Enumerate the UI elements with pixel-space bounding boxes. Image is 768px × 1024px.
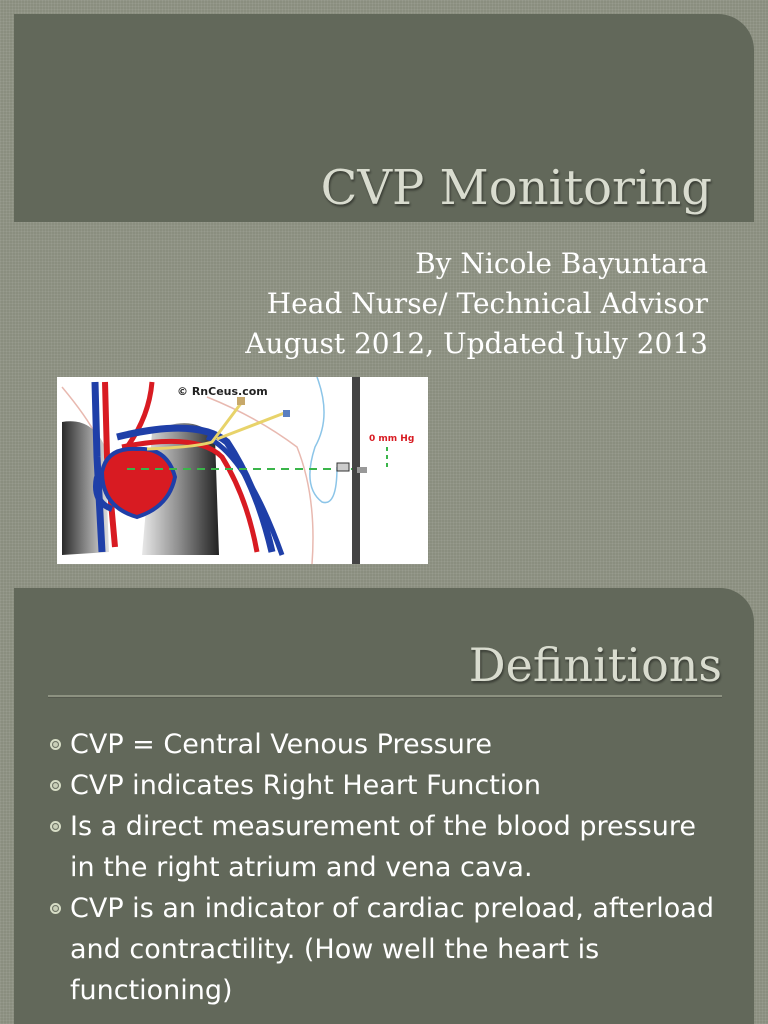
bullet-text: CVP is an indicator of cardiac preload, afterload and contractility. (How well the heart is functioning) (70, 893, 714, 1006)
bullet-text: CVP = Central Venous Pressure (70, 729, 492, 760)
list-item (48, 724, 728, 765)
bullet-icon (50, 903, 61, 914)
bullet-icon (50, 821, 61, 832)
slide-title: CVP Monitoring (320, 160, 712, 216)
definitions-list (48, 724, 728, 1011)
pressure-label: 0 mm Hg (369, 434, 415, 444)
date-line: August 2012, Updated July 2013 (245, 327, 708, 360)
cvp-diagram (57, 377, 428, 564)
bullet-text: CVP indicates Right Heart Function (70, 770, 541, 801)
role-line: Head Nurse/ Technical Advisor (266, 287, 708, 320)
bullet-text: Is a direct measurement of the blood pressure in the right atrium and vena cava. (70, 811, 696, 883)
bullet-icon (50, 780, 61, 791)
list-item (48, 888, 728, 1011)
list-item (48, 765, 728, 806)
definitions-slide (0, 588, 768, 1024)
cvp-diagram-image (57, 377, 428, 564)
subtitle-block (245, 244, 708, 364)
list-item (48, 806, 728, 888)
author-line: By Nicole Bayuntara (415, 247, 708, 280)
diagram-watermark: © RnCeus.com (177, 385, 268, 398)
definitions-title: Definitions (468, 638, 722, 692)
title-divider (48, 695, 722, 698)
bullet-icon (50, 739, 61, 750)
